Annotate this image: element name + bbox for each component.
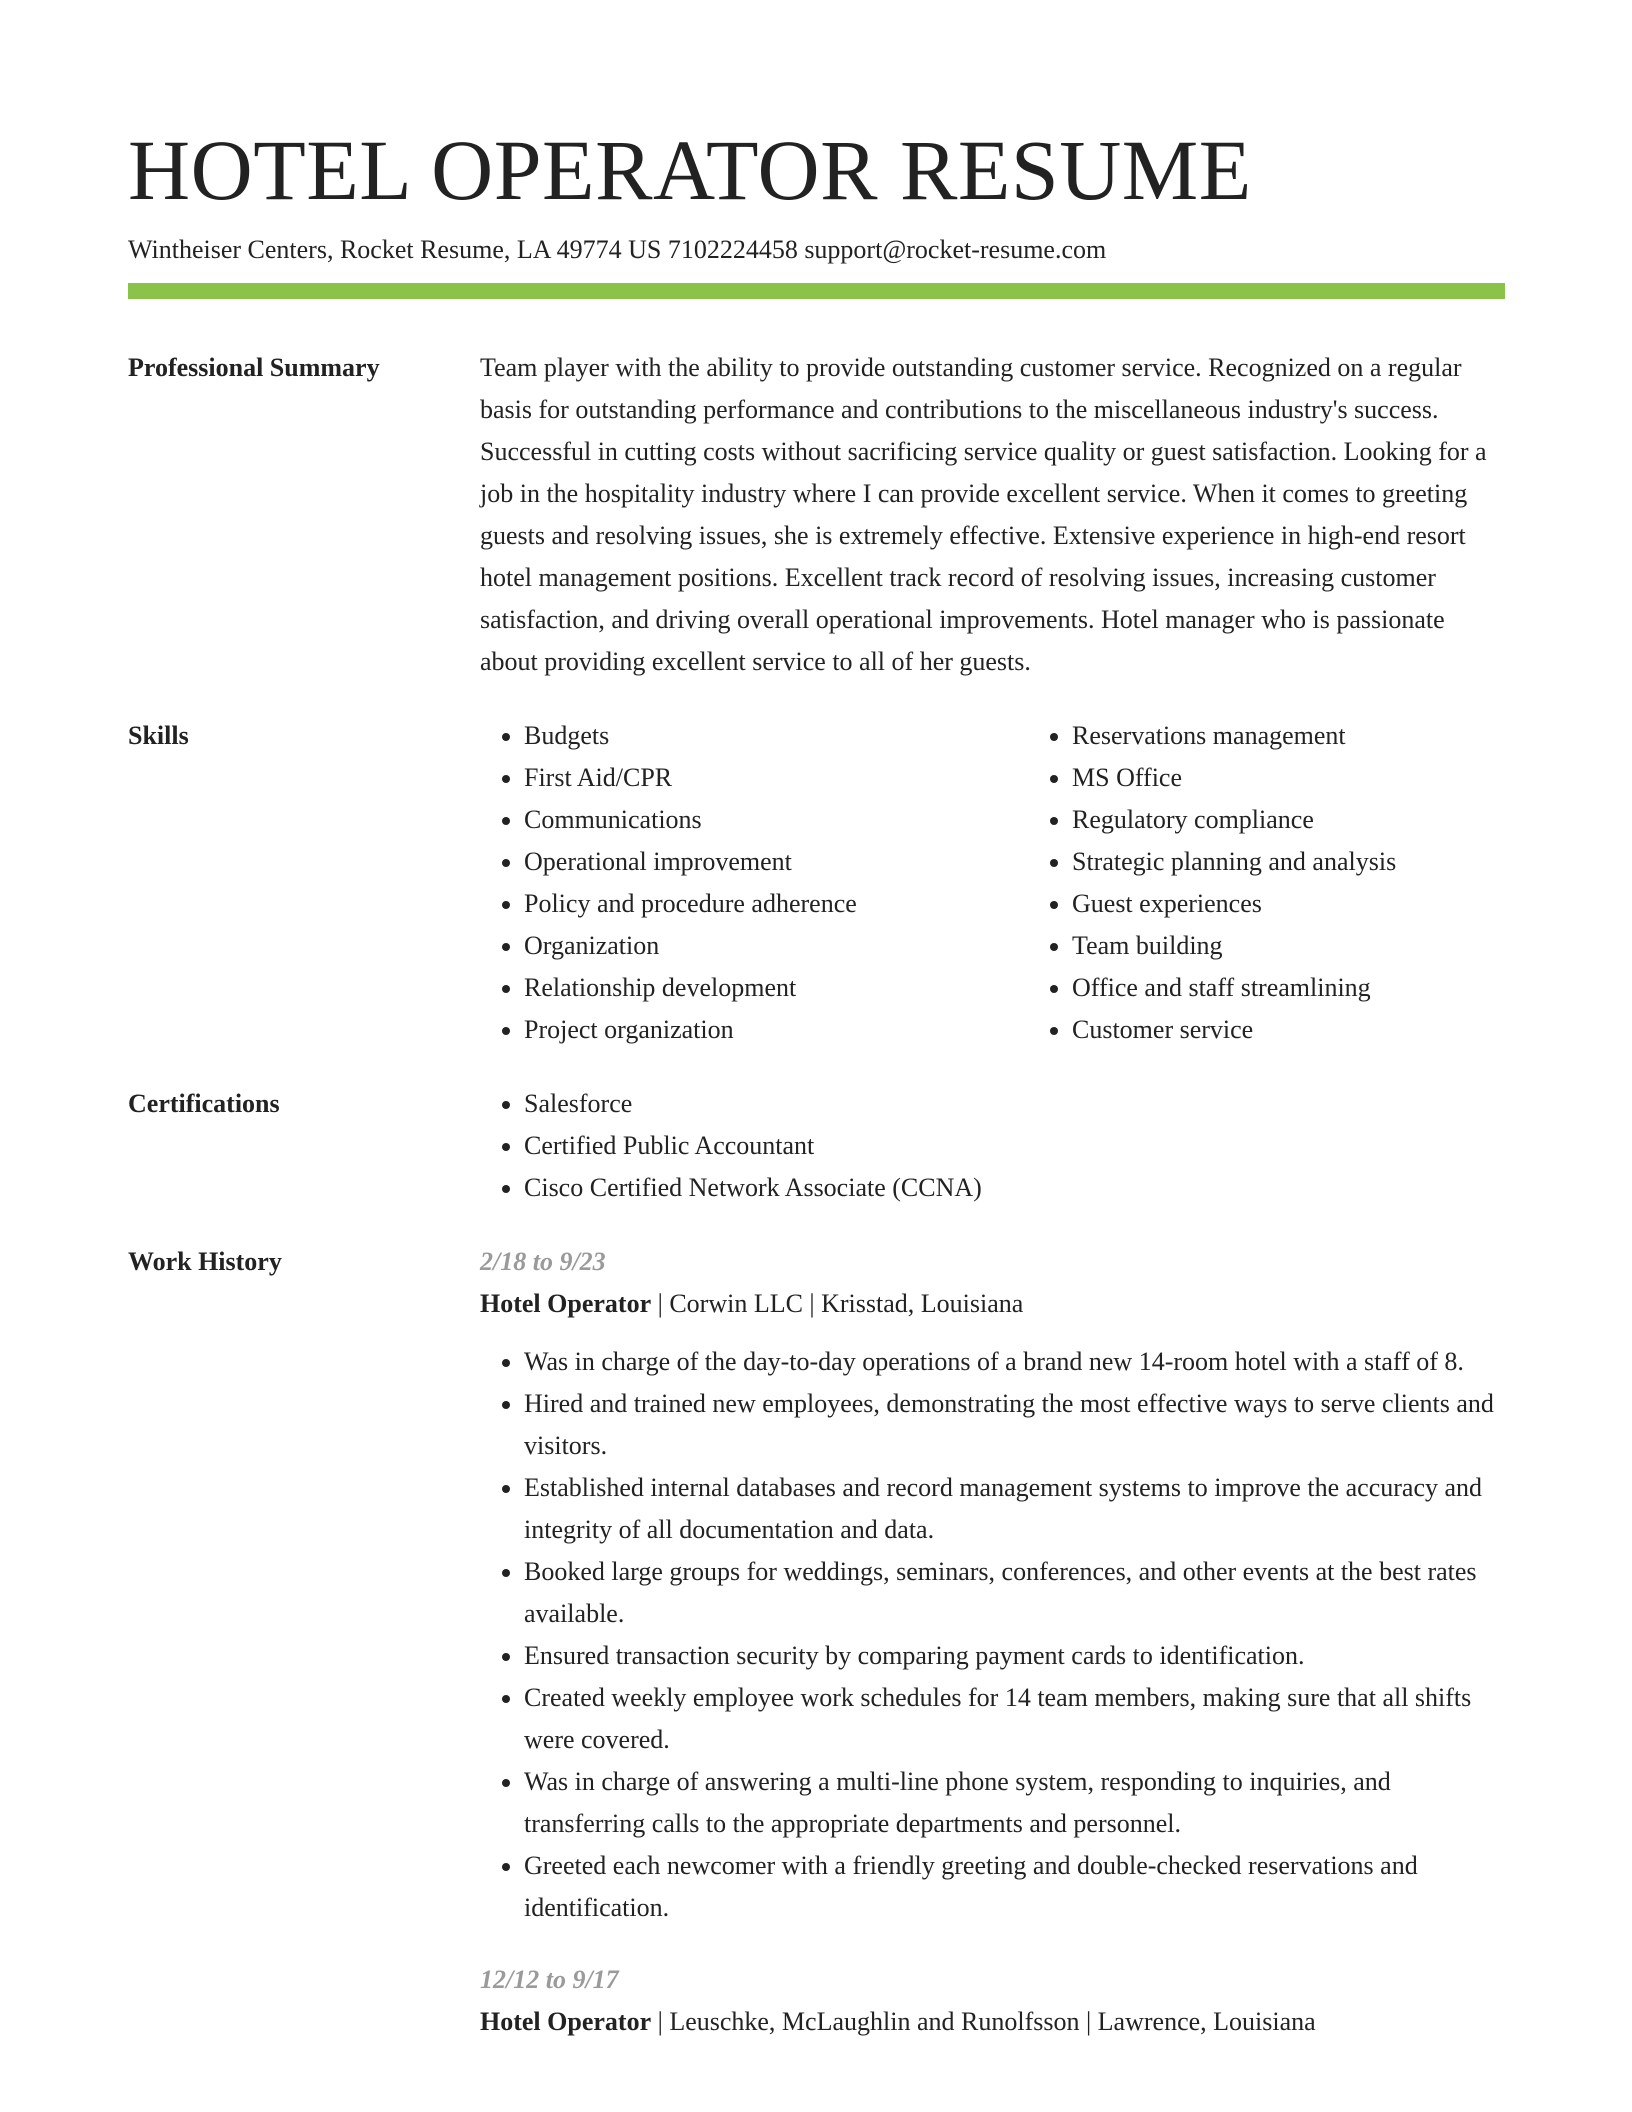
job-bullet: • Ensured transaction security by comparing payment cards to identification. (524, 1635, 1505, 1677)
skill-item: • Organization (524, 925, 1028, 967)
job-bullet: • Greeted each newcomer with a friendly greeting and double-checked reservations and identification. (524, 1845, 1505, 1929)
certification-item: • Cisco Certified Network Associate (CCNA) (524, 1167, 1505, 1209)
skill-item: • MS Office (1072, 757, 1505, 799)
skills-list-left (480, 715, 1028, 1051)
job-entry (480, 1241, 1505, 1929)
job-bullet: • Booked large groups for weddings, seminars, conferences, and other events at the best rates available. (524, 1551, 1505, 1635)
job-details: | Leuschke, McLaughlin and Runolfsson | Lawrence, Louisiana (651, 2007, 1316, 2036)
job-dates: 2/18 to 9/23 (480, 1247, 606, 1276)
skills-label: Skills (128, 721, 189, 750)
job-entry (480, 1959, 1505, 2043)
work-history-section (128, 1241, 1505, 2059)
summary-section (128, 347, 1505, 683)
certification-item: • Certified Public Accountant (524, 1125, 1505, 1167)
header-divider (128, 283, 1505, 299)
resume-page (128, 118, 1505, 2059)
job-bullet: • Was in charge of answering a multi-line phone system, responding to inquiries, and transferring calls to the appropriate departments and personnel. (524, 1761, 1505, 1845)
job-bullet: • Created weekly employee work schedules for 14 team members, making sure that all shifts were covered. (524, 1677, 1505, 1761)
certifications-label: Certifications (128, 1089, 280, 1118)
skill-item: • Customer service (1072, 1009, 1505, 1051)
contact-line: Wintheiser Centers, Rocket Resume, LA 49774 US 7102224458 support@rocket-resume.com (128, 235, 1107, 264)
job-details: | Corwin LLC | Krisstad, Louisiana (651, 1289, 1024, 1318)
job-bullet: • Established internal databases and record management systems to improve the accuracy and integrity of all documentation and data. (524, 1467, 1505, 1551)
certifications-list (480, 1083, 1505, 1209)
job-dates: 12/12 to 9/17 (480, 1965, 619, 1994)
skill-item: • Strategic planning and analysis (1072, 841, 1505, 883)
skill-item: • Office and staff streamlining (1072, 967, 1505, 1009)
work-history-label: Work History (128, 1247, 282, 1276)
summary-label: Professional Summary (128, 353, 380, 382)
job-bullet: • Hired and trained new employees, demonstrating the most effective ways to serve clients and visitors. (524, 1383, 1505, 1467)
job-heading (480, 1283, 1505, 1325)
job-title: Hotel Operator (480, 2007, 652, 2036)
certifications-section (128, 1083, 1505, 1209)
skill-item: • Guest experiences (1072, 883, 1505, 925)
summary-text: Team player with the ability to provide outstanding customer service. Recognized on a regular basis for outstanding performance and contributions to the miscellaneous industry's success. Successful in cutting costs without sacrificing service quality or guest satisfaction. Looking for a job in the hospitality industry where I can provide excellent service. When it comes to greeting guests and resolving issues, she is extremely effective. Extensive experience in high-end resort hotel management positions. Excellent track record of resolving issues, increasing customer satisfaction, and driving overall operational improvements. Hotel manager who is passionate about providing excellent service to all of her guests. (480, 353, 1487, 676)
skills-list-right (1028, 715, 1505, 1051)
resume-title: HOTEL OPERATOR RESUME (128, 122, 1252, 218)
skill-item: • Regulatory compliance (1072, 799, 1505, 841)
job-bullets (480, 1341, 1505, 1929)
job-heading (480, 2001, 1505, 2043)
certification-item: • Salesforce (524, 1083, 1505, 1125)
skill-item: • Policy and procedure adherence (524, 883, 1028, 925)
job-title: Hotel Operator (480, 1289, 652, 1318)
skill-item: • Team building (1072, 925, 1505, 967)
skill-item: • Budgets (524, 715, 1028, 757)
skill-item: • Relationship development (524, 967, 1028, 1009)
skill-item: • Reservations management (1072, 715, 1505, 757)
skill-item: • Operational improvement (524, 841, 1028, 883)
skills-section (128, 715, 1505, 1051)
skill-item: • First Aid/CPR (524, 757, 1028, 799)
skill-item: • Project organization (524, 1009, 1028, 1051)
job-bullet: • Was in charge of the day-to-day operations of a brand new 14-room hotel with a staff of 8. (524, 1341, 1505, 1383)
skill-item: • Communications (524, 799, 1028, 841)
